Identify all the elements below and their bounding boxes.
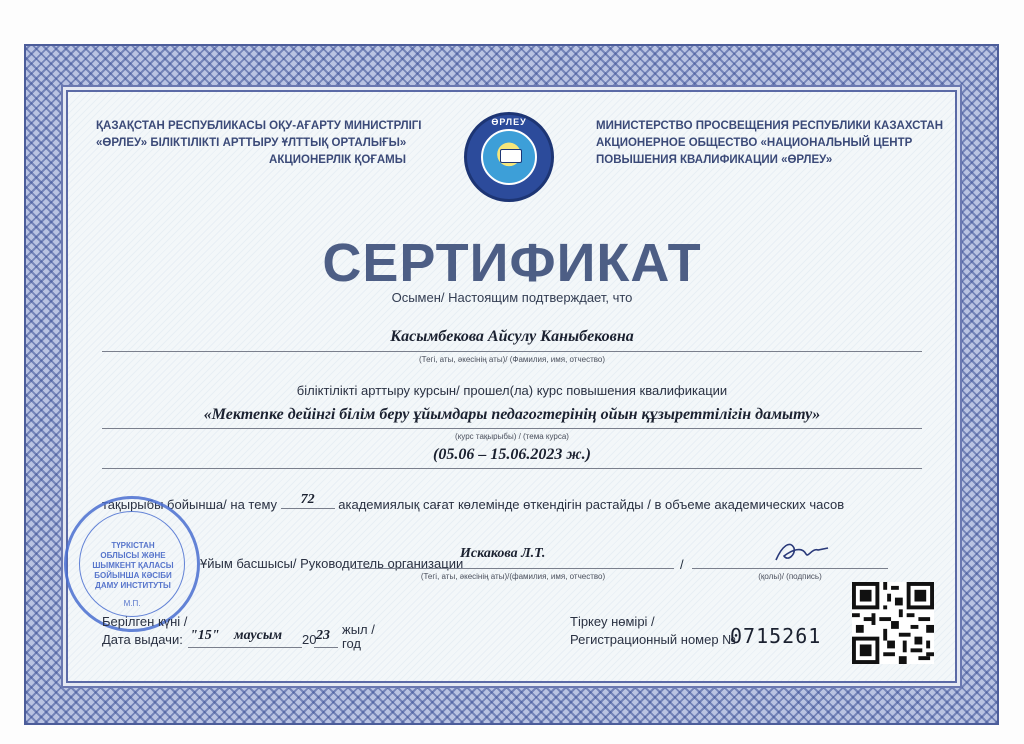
- stamp-line: ШЫМКЕНТ ҚАЛАСЫ: [92, 561, 174, 570]
- course-title: «Мектепке дейінгі білім беру ұйымдары педагогтерінің ойын құзыреттілігін дамыту»: [203, 406, 821, 423]
- registration-label-ru: Регистрационный номер №: [570, 632, 737, 647]
- hours-value: 72: [281, 492, 335, 509]
- course-caption: (курс тақырыбы) / (тема курса): [455, 432, 569, 441]
- issue-day: "15": [190, 628, 220, 643]
- org-kz-line: «ӨРЛЕУ» БІЛІКТІЛІКТІ АРТТЫРУ ҰЛТТЫҚ ОРТАЛЫҒЫ»: [96, 137, 407, 149]
- certificate-subtitle: Осымен/ Настоящим подтверждает, что: [391, 290, 633, 305]
- issue-date-label-kz: Берілген күні /: [102, 614, 188, 629]
- orleu-logo: [464, 112, 554, 202]
- course-underline: [102, 428, 922, 429]
- org-ru-line: МИНИСТЕРСТВО ПРОСВЕЩЕНИЯ РЕСПУБЛИКИ КАЗАХСТАН: [596, 120, 943, 132]
- org-ru-line: АКЦИОНЕРНОЕ ОБЩЕСТВО «НАЦИОНАЛЬНЫЙ ЦЕНТР: [596, 137, 913, 149]
- signatory-name-caption: (Тегі, аты, әкесінің аты)/(фамилия, имя, отчество): [420, 572, 606, 581]
- stamp-text: [83, 541, 183, 591]
- qr-code-icon[interactable]: [852, 582, 934, 664]
- signature-icon: [772, 536, 832, 566]
- org-kz-line: ҚАЗАҚСТАН РЕСПУБЛИКАСЫ ОҚУ-АҒАРТУ МИНИСТРЛІГІ: [96, 120, 422, 132]
- issue-date-label-ru: Дата выдачи:: [102, 632, 183, 647]
- signatory-name: Искакова Л.Т.: [460, 546, 546, 561]
- stamp-line: ДАМУ ИНСТИТУТЫ: [95, 581, 171, 590]
- issue-year-label-ru: год: [342, 636, 361, 651]
- registration-number: 0715261: [730, 624, 822, 648]
- signatory-name-underline: [352, 568, 674, 569]
- issue-month-underline: [218, 647, 302, 648]
- org-name-russian: [596, 118, 943, 169]
- hours-suffix: академиялық сағат көлемінде өткендігін растайды / в объеме академических часов: [338, 497, 845, 512]
- org-ru-line: ПОВЫШЕНИЯ КВАЛИФИКАЦИИ «ӨРЛЕУ»: [596, 154, 833, 166]
- registration-label-kz: Тіркеу нөмірі /: [570, 614, 655, 629]
- signatory-label: Ұйым басшысы/ Руководитель организации: [200, 556, 464, 571]
- dates-underline: [102, 468, 922, 469]
- logo-text: ӨРЛЕУ: [491, 117, 527, 127]
- hours-prefix: тақырыбы бойынша/ на тему: [102, 497, 278, 512]
- issue-year-underline: [314, 647, 338, 648]
- issue-day-underline: [188, 647, 218, 648]
- official-stamp: [64, 496, 200, 632]
- separator-slash: /: [680, 557, 684, 572]
- stamp-line: ТҮРКІСТАН: [111, 541, 155, 550]
- name-underline: [102, 351, 922, 352]
- signature-caption: (қолы)/ (подпись): [758, 572, 822, 581]
- logo-sun-icon: [481, 129, 537, 185]
- open-book-icon: [500, 149, 522, 163]
- issue-year: 23: [316, 628, 330, 643]
- stamp-line: БОЙЫНША КӘСІБИ: [94, 571, 172, 580]
- issue-month: маусым: [234, 628, 283, 643]
- signature-underline: [692, 568, 888, 569]
- course-dates: (05.06 – 15.06.2023 ж.): [433, 446, 591, 463]
- stamp-line: ОБЛЫСЫ ЖӘНЕ: [100, 551, 166, 560]
- name-caption: (Тегі, аты, әкесінің аты)/ (Фамилия, имя, отчество): [418, 355, 606, 364]
- org-name-kazakh: [96, 118, 422, 169]
- recipient-name: Касымбекова Айсулу Каныбековна: [390, 328, 634, 345]
- issue-year-label-kz: жыл /: [342, 622, 375, 637]
- certificate-title: СЕРТИФИКАТ: [322, 233, 702, 293]
- org-kz-line: АКЦИОНЕРЛІК ҚОҒАМЫ: [269, 154, 406, 166]
- hours-statement: [102, 492, 845, 515]
- issue-year-prefix: 20: [302, 632, 317, 647]
- course-label: біліктілікті арттыру курсын/ прошел(ла) курс повышения квалификации: [296, 383, 728, 398]
- stamp-mp: М.П.: [123, 599, 141, 608]
